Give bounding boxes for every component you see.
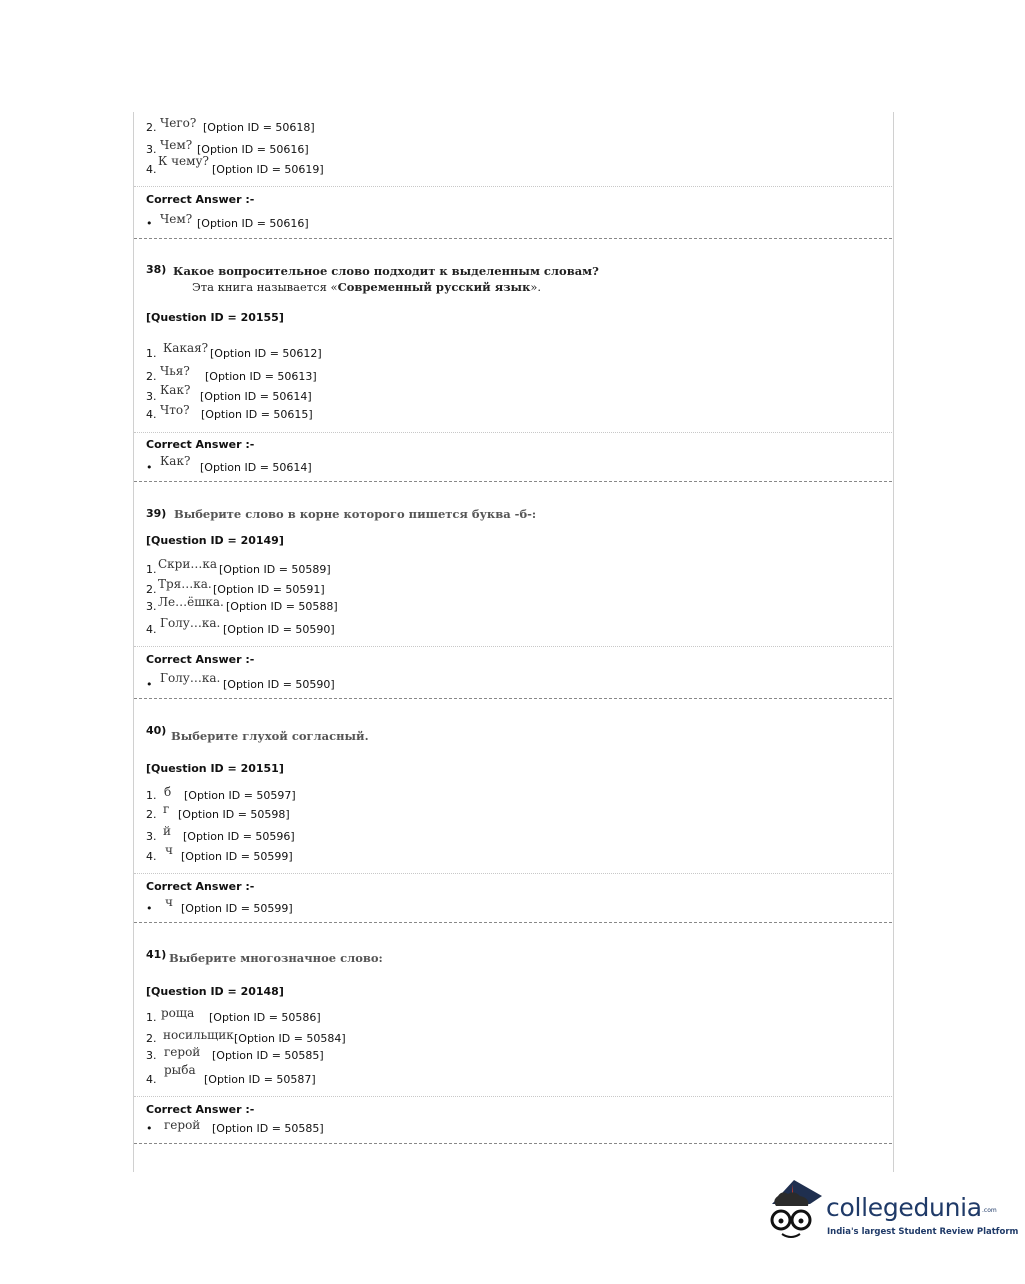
option-id: [Option ID = 50616]	[197, 143, 309, 156]
mascot-icon	[766, 1176, 826, 1246]
answer-option-id: [Option ID = 50599]	[181, 902, 293, 915]
option-id: [Option ID = 50615]	[201, 408, 313, 421]
option-word: Скри…ка	[158, 557, 218, 571]
question-text: Выберите слово в корне которого пишется буква -б-:	[174, 507, 537, 521]
option-id: [Option ID = 50598]	[178, 808, 290, 821]
option-word: б	[164, 785, 172, 799]
option-word: й	[163, 824, 171, 838]
question-text: Выберите глухой согласный.	[171, 729, 369, 743]
question-number: 41)	[146, 948, 167, 961]
logo-tagline: India's largest Student Review Platform	[827, 1227, 1019, 1237]
answer-word: Чем?	[160, 212, 193, 226]
option-word: Ле…ёшка.	[158, 595, 224, 609]
option-id: [Option ID = 50614]	[200, 390, 312, 403]
option-id: [Option ID = 50587]	[204, 1073, 316, 1086]
divider	[134, 646, 892, 647]
option-id: [Option ID = 50597]	[184, 789, 296, 802]
question-number: 39)	[146, 507, 167, 520]
option-number: 3.	[146, 1049, 157, 1062]
option-word: рыба	[164, 1063, 196, 1077]
option-word: носильщик	[163, 1028, 234, 1042]
question-text: Выберите многозначное слово:	[169, 951, 383, 965]
option-word: Чья?	[160, 364, 190, 378]
option-number: 3.	[146, 830, 157, 843]
option-word: Голу…ка.	[160, 616, 221, 630]
option-word: Какая?	[163, 341, 209, 355]
option-id: [Option ID = 50618]	[203, 121, 315, 134]
option-word: ч	[165, 843, 173, 857]
option-number: 2.	[146, 370, 157, 383]
correct-answer-label: Correct Answer :-	[146, 1103, 255, 1116]
option-word: Как?	[160, 383, 191, 397]
question-separator	[134, 698, 892, 699]
correct-answer-label: Correct Answer :-	[146, 880, 255, 893]
option-number: 3.	[146, 143, 157, 156]
question-separator	[134, 1143, 892, 1144]
answer-bullet: •	[146, 1122, 153, 1135]
correct-answer-label: Correct Answer :-	[146, 438, 255, 451]
answer-bullet: •	[146, 461, 153, 474]
option-id: [Option ID = 50589]	[219, 563, 331, 576]
logo-brand: collegedunia	[826, 1193, 982, 1222]
option-number: 4.	[146, 1073, 157, 1086]
option-number: 4.	[146, 163, 157, 176]
option-word: Чем?	[160, 138, 193, 152]
option-number: 1.	[146, 563, 157, 576]
option-number: 1.	[146, 1011, 157, 1024]
question-id: [Question ID = 20149]	[146, 534, 284, 547]
option-word: роща	[161, 1006, 195, 1020]
option-id: [Option ID = 50586]	[209, 1011, 321, 1024]
option-number: 3.	[146, 390, 157, 403]
option-word: Тря…ка.	[158, 577, 212, 591]
option-id: [Option ID = 50591]	[213, 583, 325, 596]
option-number: 4.	[146, 408, 157, 421]
answer-word: ч	[165, 895, 173, 909]
answer-option-id: [Option ID = 50585]	[212, 1122, 324, 1135]
answer-bullet: •	[146, 902, 153, 915]
option-number: 1.	[146, 347, 157, 360]
option-number: 2.	[146, 808, 157, 821]
question-number: 38)	[146, 263, 167, 276]
question-id: [Question ID = 20151]	[146, 762, 284, 775]
option-number: 4.	[146, 850, 157, 863]
divider	[134, 873, 892, 874]
answer-option-id: [Option ID = 50614]	[200, 461, 312, 474]
option-word: Чего?	[160, 116, 197, 130]
logo-com: .com	[982, 1207, 997, 1214]
option-word: герой	[164, 1045, 201, 1059]
option-number: 2.	[146, 1032, 157, 1045]
option-id: [Option ID = 50584]	[234, 1032, 346, 1045]
option-number: 3.	[146, 600, 157, 613]
answer-option-id: [Option ID = 50590]	[223, 678, 335, 691]
answer-word: Голу…ка.	[160, 671, 221, 685]
option-id: [Option ID = 50613]	[205, 370, 317, 383]
option-id: [Option ID = 50612]	[210, 347, 322, 360]
answer-word: Как?	[160, 454, 191, 468]
answer-bullet: •	[146, 217, 153, 230]
question-number: 40)	[146, 724, 167, 737]
option-number: 2.	[146, 583, 157, 596]
question-id: [Question ID = 20148]	[146, 985, 284, 998]
option-id: [Option ID = 50588]	[226, 600, 338, 613]
correct-answer-label: Correct Answer :-	[146, 193, 255, 206]
question-separator	[134, 922, 892, 923]
divider	[134, 186, 892, 187]
option-id: [Option ID = 50590]	[223, 623, 335, 636]
option-number: 4.	[146, 623, 157, 636]
question-text: Какое вопросительное слово подходит к выделенным словам?	[173, 264, 599, 278]
question-id: [Question ID = 20155]	[146, 311, 284, 324]
question-subtext: Эта книга называется «Современный русский язык».	[192, 280, 542, 294]
question-separator	[134, 481, 892, 482]
answer-word: герой	[164, 1118, 201, 1132]
option-word: К чему?	[158, 154, 209, 168]
option-word: г	[163, 802, 170, 816]
option-word: Что?	[160, 403, 190, 417]
option-number: 2.	[146, 121, 157, 134]
answer-option-id: [Option ID = 50616]	[197, 217, 309, 230]
option-id: [Option ID = 50599]	[181, 850, 293, 863]
option-id: [Option ID = 50596]	[183, 830, 295, 843]
correct-answer-label: Correct Answer :-	[146, 653, 255, 666]
option-number: 1.	[146, 789, 157, 802]
answer-bullet: •	[146, 678, 153, 691]
question-separator	[134, 238, 892, 239]
option-id: [Option ID = 50585]	[212, 1049, 324, 1062]
divider	[134, 1096, 892, 1097]
option-id: [Option ID = 50619]	[212, 163, 324, 176]
divider	[134, 432, 892, 433]
